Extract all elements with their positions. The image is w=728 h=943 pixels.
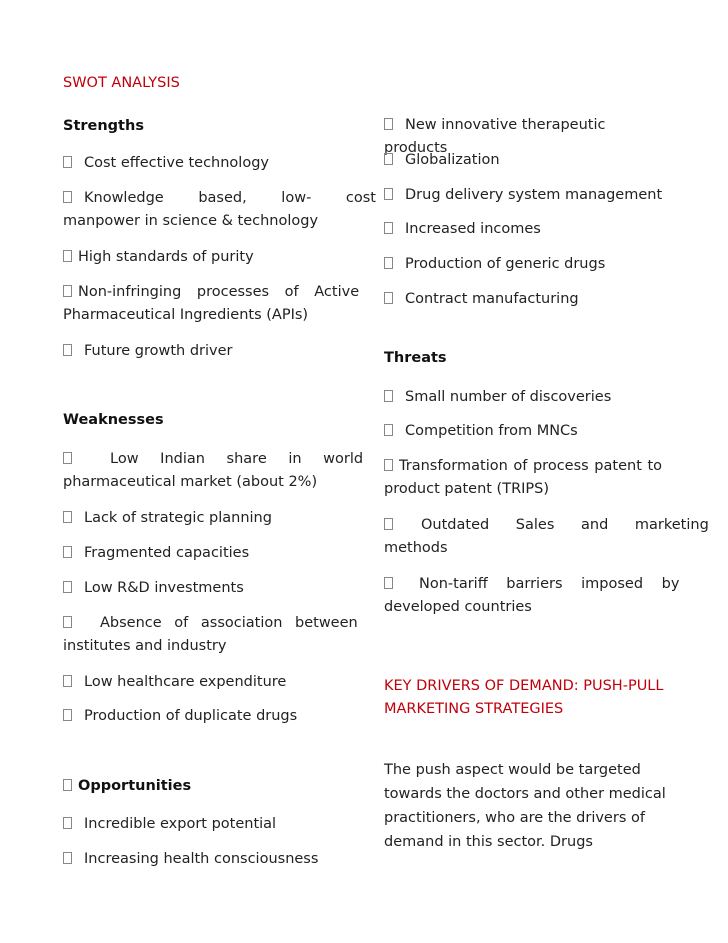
list-item: Competition from MNCs [384, 420, 667, 443]
key-drivers-heading: KEY DRIVERS OF DEMAND: PUSH-PULL MARKETING STRATEGIES [384, 678, 664, 717]
bullet-box-icon [63, 779, 72, 791]
list-item: Increased incomes [384, 218, 667, 241]
bullet-box-icon [63, 511, 72, 523]
list-item: Globalization [384, 149, 667, 172]
bullet-box-icon [63, 250, 72, 262]
bullet-box-icon [63, 675, 72, 687]
bullet-box-icon [384, 390, 393, 402]
list-item: Low Indian share in world pharmaceutical market (about 2%) [63, 451, 364, 490]
opportunities-heading: Opportunities [63, 775, 346, 798]
list-item: Production of generic drugs [384, 253, 667, 276]
bullet-box-icon [63, 581, 72, 593]
list-item: Fragmented capacities [63, 542, 346, 565]
bullet-box-icon [63, 452, 72, 464]
list-item: Absence of association between institutes and industry [63, 615, 358, 654]
bullet-box-icon [384, 153, 393, 165]
strengths-heading: Strengths [63, 118, 144, 134]
bullet-box-icon [63, 285, 72, 297]
list-item: Cost effective technology [63, 152, 346, 175]
bullet-box-icon [384, 118, 393, 130]
bullet-box-icon [63, 191, 72, 203]
bullet-box-icon [63, 156, 72, 168]
bullet-box-icon [63, 709, 72, 721]
bullet-box-icon [384, 424, 393, 436]
bullet-box-icon [384, 459, 393, 471]
list-item: Non-tariff barriers imposed by developed countries [384, 576, 680, 615]
list-item: Transformation of process patent to product patent (TRIPS) [384, 458, 663, 497]
list-item: Lack of strategic planning [63, 507, 346, 530]
list-item: High standards of purity [63, 246, 346, 269]
list-item: Increasing health consciousness [63, 848, 346, 871]
list-item: Future growth driver [63, 340, 346, 363]
list-item: Incredible export potential [63, 813, 346, 836]
list-item: Contract manufacturing [384, 288, 667, 311]
bullet-box-icon [63, 817, 72, 829]
bullet-box-icon [384, 518, 393, 530]
threats-heading: Threats [384, 350, 447, 366]
list-item: Low R&D investments [63, 577, 346, 600]
bullet-box-icon [384, 257, 393, 269]
bullet-box-icon [384, 292, 393, 304]
list-item: Drug delivery system management [384, 184, 667, 207]
push-pull-paragraph: The push aspect would be targeted towards the doctors and other medical practitioners, who are the drivers of demand in this sector. Drugs [384, 762, 666, 850]
bullet-box-icon [63, 546, 72, 558]
weaknesses-heading: Weaknesses [63, 412, 164, 428]
swot-title: SWOT ANALYSIS [63, 75, 180, 91]
bullet-box-icon [384, 222, 393, 234]
list-item: Outdated Sales and marketing methods [384, 517, 709, 556]
bullet-box-icon [384, 577, 393, 589]
bullet-box-icon [63, 852, 72, 864]
list-item: Non-infringing processes of Active Pharmaceutical Ingredients (APIs) [63, 284, 360, 323]
bullet-box-icon [63, 344, 72, 356]
list-item: Small number of discoveries [384, 386, 667, 409]
bullet-box-icon [384, 188, 393, 200]
list-item: Knowledge based, low- cost manpower in science & technology [63, 190, 376, 229]
list-item: New innovative therapeutic products [384, 117, 606, 156]
list-item: Production of duplicate drugs [63, 705, 346, 728]
list-item: Low healthcare expenditure [63, 671, 346, 694]
bullet-box-icon [63, 616, 72, 628]
